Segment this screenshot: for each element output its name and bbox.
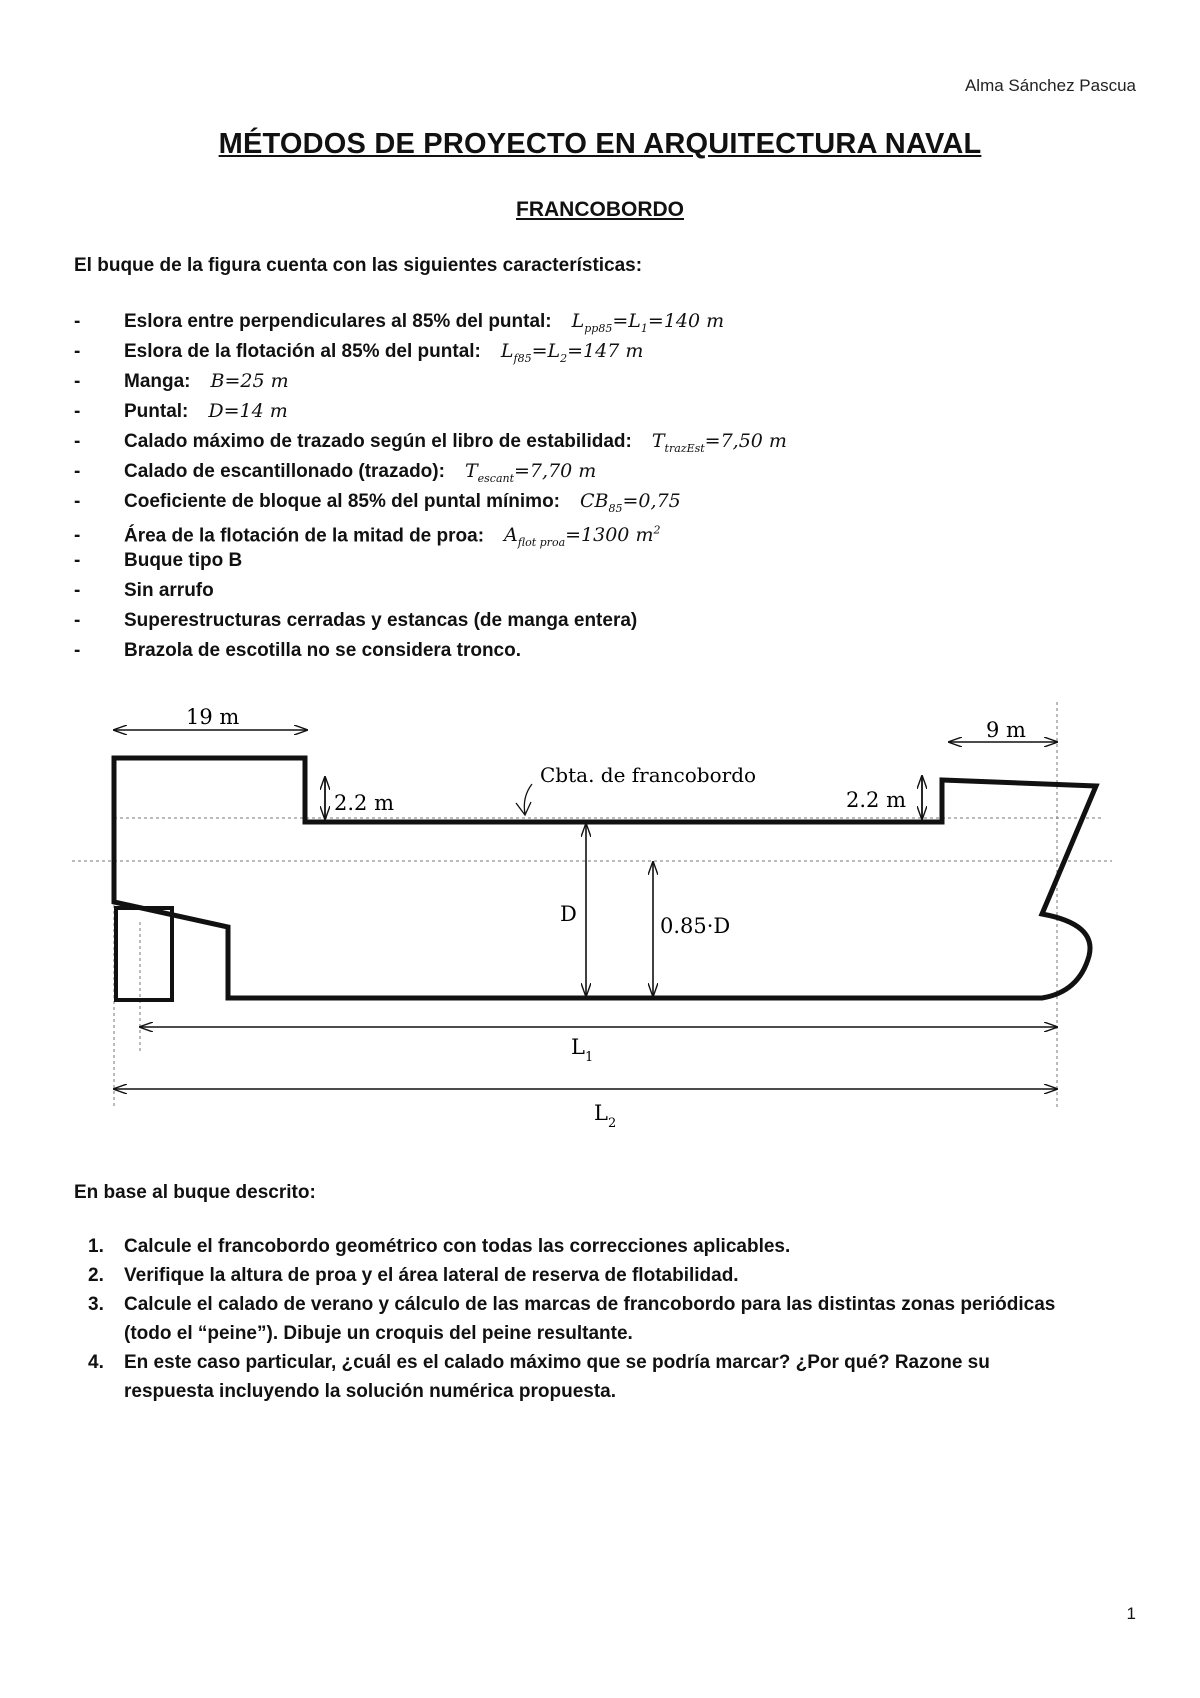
spec-item: - Calado máximo de trazado según el libro de estabilidad: $T_{trazEst}=7,50$ m xyxy=(74,430,787,455)
spec-label: Sin arrufo xyxy=(124,580,214,601)
freeboard-deck-pointer xyxy=(516,784,532,815)
tasks-list xyxy=(74,1232,1084,1406)
task-text: En este caso particular, ¿cuál es el calado máximo que se podría marcar? ¿Por qué? Razone su respuesta incluyendo la solución numérica propuesta. xyxy=(124,1352,990,1402)
spec-item: - Coeficiente de bloque al 85% del puntal mínimo: $CB_{85}=0,75$ xyxy=(74,490,681,515)
spec-label: Calado máximo de trazado según el libro de estabilidad: xyxy=(124,431,632,452)
spec-formula: $L_{pp85}=L_1=140$ m xyxy=(571,310,725,335)
spec-label: Calado de escantillonado (trazado): xyxy=(124,461,445,482)
l2-label: $L_2$ xyxy=(594,1101,617,1131)
spec-item: - Área de la flotación de la mitad de proa: $A_{flot proa}=1300$ $m^2$ xyxy=(74,524,661,550)
task-number: 3. xyxy=(88,1294,104,1315)
spec-item: - Superestructuras cerradas y estancas (de manga entera) xyxy=(74,610,638,631)
intro-text: El buque de la figura cuenta con las siguientes características: xyxy=(74,255,643,276)
based-on-text: En base al buque descrito: xyxy=(74,1182,316,1203)
specs-list xyxy=(74,306,787,666)
task-text: Calcule el francobordo geométrico con todas las correcciones aplicables. xyxy=(124,1236,791,1257)
spec-item: - Calado de escantillonado (trazado): $T_{escant}=7,70$ m xyxy=(74,460,597,485)
spec-label: Eslora de la flotación al 85% del puntal: xyxy=(124,341,481,362)
task-item xyxy=(74,1232,1084,1261)
spec-formula: $T_{escant}=7,70$ m xyxy=(464,460,597,485)
fwd-height-label: 2.2 m xyxy=(846,788,906,812)
aft-height-label: 2.2 m xyxy=(334,791,394,815)
spec-label: Brazola de escotilla no se considera tronco. xyxy=(124,640,522,661)
task-number: 2. xyxy=(88,1265,104,1286)
spec-formula: $CB_{85}=0,75$ xyxy=(580,490,681,515)
spec-label: Superestructuras cerradas y estancas (de manga entera) xyxy=(124,610,638,631)
task-item xyxy=(74,1290,1084,1348)
aft-box xyxy=(116,908,172,1000)
spec-formula: B=25 m xyxy=(210,370,289,392)
spec-item: - Puntal: D=14 m xyxy=(74,400,288,422)
hull-outline xyxy=(114,758,1096,998)
task-item xyxy=(74,1261,1084,1290)
spec-item: - Brazola de escotilla no se considera tronco. xyxy=(74,640,522,661)
ship-profile-diagram xyxy=(64,702,1114,1142)
spec-item: - Eslora de la flotación al 85% del puntal: $L_{f85}=L_2=147$ m xyxy=(74,340,644,365)
spec-item: - Eslora entre perpendiculares al 85% del puntal: $L_{pp85}=L_1=140$ m xyxy=(74,310,725,335)
spec-item: - Buque tipo B xyxy=(74,550,243,571)
l1-label: $L_1$ xyxy=(571,1035,594,1065)
task-text: Verifique la altura de proa y el área lateral de reserva de flotabilidad. xyxy=(124,1265,739,1286)
spec-formula: D=14 m xyxy=(208,400,288,422)
freeboard-deck-label: Cbta. de francobordo xyxy=(540,763,757,787)
spec-label: Buque tipo B xyxy=(124,550,243,571)
spec-label: Área de la flotación de la mitad de proa: xyxy=(124,525,485,547)
spec-label: Eslora entre perpendiculares al 85% del puntal: xyxy=(124,311,552,332)
depth-label: D xyxy=(560,902,577,926)
spec-label: Manga: xyxy=(124,371,191,392)
task-number: 1. xyxy=(88,1236,104,1257)
task-text: Calcule el calado de verano y cálculo de las marcas de francobordo para las distintas zonas periódicas (todo el “peine”). Dibuje un croquis del peine resultante. xyxy=(124,1294,1056,1344)
fwd-length-label: 9 m xyxy=(986,718,1026,742)
document-title: MÉTODOS DE PROYECTO EN ARQUITECTURA NAVAL xyxy=(218,128,982,160)
spec-item: - Manga: B=25 m xyxy=(74,370,289,392)
spec-label: Coeficiente de bloque al 85% del puntal mínimo: xyxy=(124,491,561,512)
aft-length-label: 19 m xyxy=(186,705,240,729)
spec-formula: $L_{f85}=L_2=147$ m xyxy=(500,340,644,365)
task-number: 4. xyxy=(88,1352,104,1373)
spec-formula: $A_{flot proa}=1300$ $m^2$ xyxy=(504,524,661,550)
document-subtitle: FRANCOBORDO xyxy=(516,198,684,221)
spec-formula: $T_{trazEst}=7,50$ m xyxy=(651,430,787,455)
depth-85-label: 0.85·D xyxy=(660,914,731,938)
spec-item: - Sin arrufo xyxy=(74,580,214,601)
spec-label: Puntal: xyxy=(124,401,189,422)
task-item xyxy=(74,1348,1084,1406)
page-number: 1 xyxy=(1126,1604,1136,1623)
author-name: Alma Sánchez Pascua xyxy=(964,76,1136,95)
